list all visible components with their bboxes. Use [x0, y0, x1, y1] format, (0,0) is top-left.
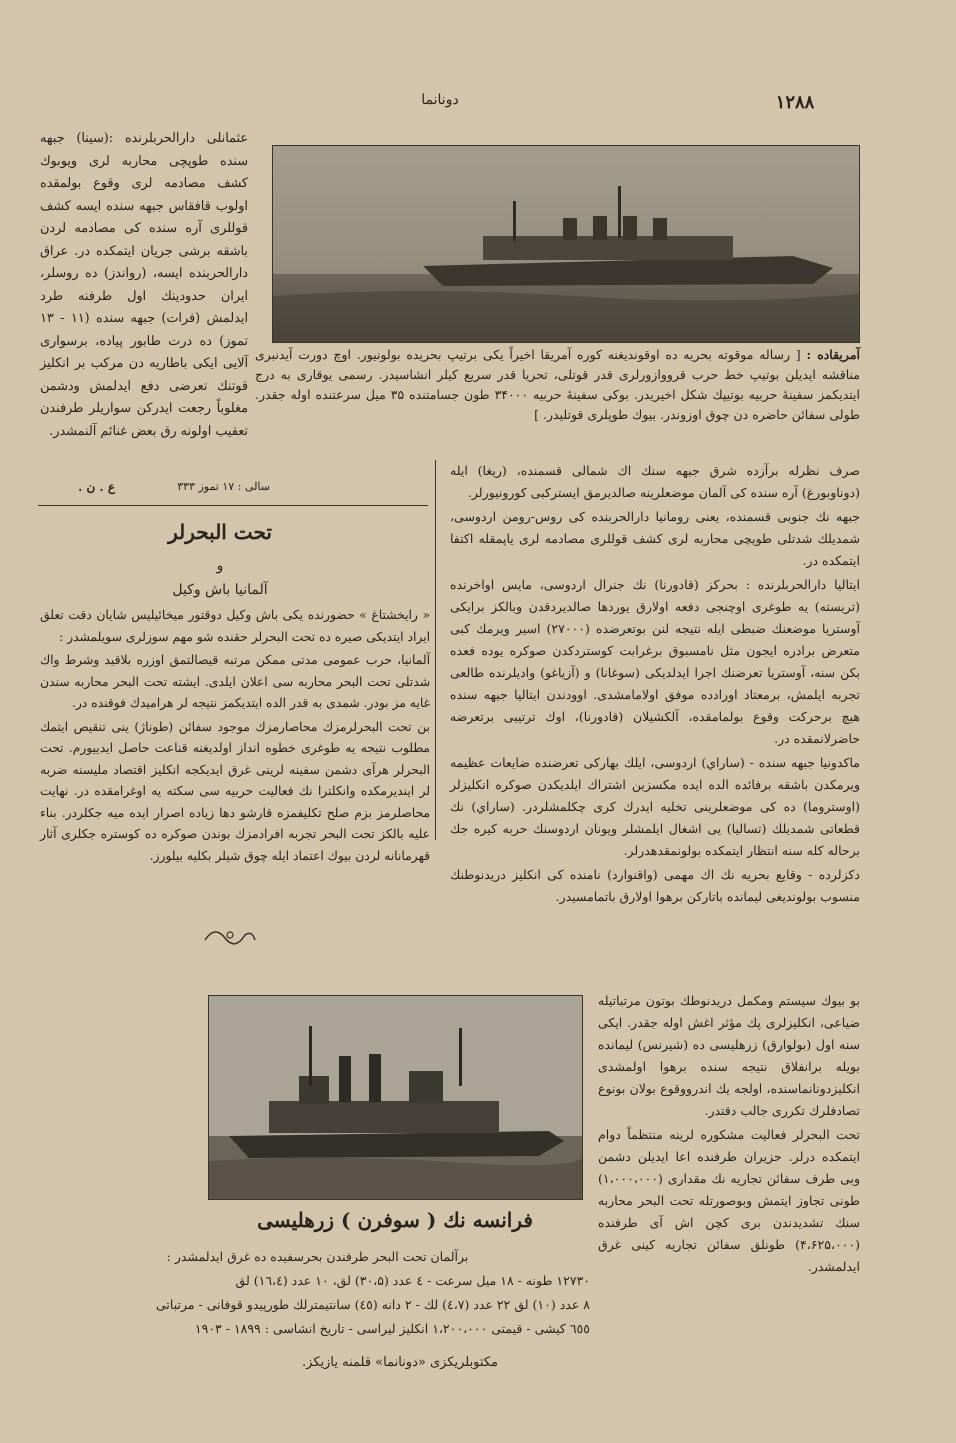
- running-title: دونانما: [421, 92, 459, 108]
- spec-line: ۱۲۷۳۰ طونه - ۱۸ میل سرعت - ٤ عدد (۳۰،۵) لق، ۱۰ عدد (۱٦،٤) لق: [235, 1273, 590, 1288]
- ottoman-fronts-column: [40, 128, 248, 445]
- paragraph: « رایخشتاغ » حضورنده یکی باش وکیل دوقتور میخائیلیس شایان دقت تعلق ایراد ایتدیکی صیره ده تحت البحرلر حقنده شو مهم سوزلری سویلمشدر :: [40, 608, 430, 644]
- paragraph: جبهه نك جنوبی قسمنده، یعنی رومانیا دارالحربنده کی روس-رومن اردوسی، شمدیلك شدتلی طوپچی محاربه لری کشف قوللری مصادمه لری یاپمقله اکتفا ایتمکده در.: [450, 509, 860, 568]
- paragraph: صرف نظرله برآزده شرق جبهه سنك اك شمالی قسمنده، (ریغا) ایله (دوناوبورغ) آره سنده کی آلمان موضعلرینه صالدیرمق ایسترکبی کورونیورلر.: [450, 463, 860, 500]
- page-number: ١٢٨٨: [775, 92, 815, 113]
- paragraph: بن تحت البحرلرمزك محاصارمزك موجود سفائن (طوناژ) ینی تنقیص ایتمك مطلوب نتیجه یه طوغری خطوه انداز اولدیغنه قناعت حاصل ایدییورم. تحت البحرلر هرآی دشمن سفینه لرینی غرق ایدیکجه انکلیز اقتصاد ملیسنه ضربه لر ایندیرمکده وانکلترا نك فعالیت حربیه سی سکته یه اوغرامقده در. نهایت محاصلرمز بزم صلح تکلیفمزه قارشو دها زیاده اصرار ایده میه جکلردر. بناء علیه بالکز تحت البحر تجربه افرادمزك بوندن صوکره ده کوستره جکلری آثار قهرمانانه لردن بیوك اعتماد ایله چوق شیلر بکلیه بیلورز.: [40, 719, 430, 863]
- bottom-warship-photo: [208, 995, 583, 1200]
- warship-illustration: [273, 146, 859, 342]
- spec-line: ۸ عدد (۱۰) لق ۲۲ عدد (٤،٧) لك - ۲ دانه (٤٥) سانتیمترلك طورپیدو قوفانی - مرتباتی: [155, 1297, 590, 1312]
- article-body: [40, 605, 430, 869]
- flourish-icon: [200, 920, 260, 950]
- paragraph: عثمانلی دارالحربلرنده :(سینا) جبهه سنده طوپچی محاربه لری ویوبوك کشف مصادمه لری وقوع بولمقده اولوب قافقاس جبهه سنده ایسه کشف قوللری آره سنده کی مصادمه لردن باشقه برشی جریان ایتمکده در. عراق دارالحربنده ایسه، (رواندز) ده روسلر، ایران حدودینك اول طرفنه طرد ایدلمش (فرات) جبهه سنده (۱۱ - ۱۳ تموز) ده درت طابور پیاده، برسواری آلایی ایکی باطاریه دن مرکب بر انکلیز قوتنك تعرضی دفع ایدلمش ودشمن مغلوباً رجعت ایدرکن سواریلر طرفندن تعقیب اولونه رق بعض غنائم آلنمشدر.: [40, 131, 248, 439]
- section-divider: [38, 505, 428, 506]
- article-subtitle: آلمانیا باش وکیل: [172, 582, 268, 598]
- page-footer: مکتوبلریکزی «دونانما» قلمنه یازیکز.: [302, 1355, 498, 1370]
- battleship-illustration: [209, 996, 582, 1199]
- paragraph: ایتالیا دارالحربلرنده : بحرکز (قادورنا) نك جنرال اردوسی، مایس اواخرنده (تریسته) یه طوغری اوچنجی دفعه اولارق یوردها صالدیردقدن وبالکز برایکی آوستریا موضعنك ضبطی ایله نتیجه لنن بوتعرضده (۲۷۰۰۰) اسیر ویرمك کبی متعرض برادره ایجون مثل نامسبوق برغرابت کوستردکدن صوکره یوده فعده بکن سنه، آوستریا تعرضنك اجرا ایدلدیکی (سوغانا) و (آزیاغو) وادیلرنده طالعی تجربه ایلمش، برمعتاد اورادده موفق اولامامشدی. اوودندن ایتالیا جبهه سنده هیچ برحرکت وقوع بولمامقده، آلکشیلان (قادورنا)، اوك ترتیبی برتعرضه حاضرلانمقده در.: [450, 577, 860, 746]
- spec-line: برآلمان تحت البحر طرفندن بحرسفیده ده غرق ایدلمشدر :: [166, 1249, 469, 1264]
- paragraph: ماکدونیا جبهه سنده - (ساراي) اردوسی، ایلك بهارکی تعرضنده ضایعات عظیمه ویرمکدن باشقه برفائده الده ایده مکسزین اشتراك ایلدیکدن صوکره انکلیزلر (اوستروما) ده کی موضعلرینی تخلیه ایدرك کری چکلمشلردر. (ساراي) نك قطعاتی شمدیلك (تسالیا) یی اشغال ایلمشلر ویونان اردوسنك حربه کیره جك برحاله کله سنه انتظار ایتمکده بولونمقدهدرلر.: [450, 755, 860, 858]
- bottom-photo-specs: [45, 1245, 590, 1341]
- bottom-photo-title: فرانسه نك ( سوفرن ) زرهلیسی: [257, 1208, 533, 1232]
- ornament-flourish: [200, 920, 260, 950]
- paragraph: دکزلرده - وقایع بحریه نك اك مهمی (واقنوارد) نامنده کی انکلیز دریدنوطنك منسوب بولوندیغی لیمانده باتارکن برهوا اولارق باتمامسیدر.: [450, 867, 860, 904]
- caption-text: [ رساله موقوته بحریه ده اوقوندیغنه کوره آمریقا اخیراً یکی برتیپ بحریده بولونیور. اوچ دورت آیدنبری مناقشه ایدیلن بوتیپ خط حرب قرووازورلری قدر قوتلی، تحریا قدر سریع کیلر انشاسیدر. رسمی یوقاری به درج ایتدیکمز سفینهٔ حربیه بوتیپك شکل اخیریدر. بوکی سفینهٔ حربیه ۳۴۰۰۰ طون جسامتنده ۳۵ میل سرعتنده اوله جقدر. طولی سفائن حاضره دن چوق اوزوندر. بیوك طوپلری قوتلیدر. ]: [255, 347, 861, 422]
- signature: ع . ن .: [78, 480, 115, 494]
- top-photo-caption: [255, 345, 860, 425]
- article-title: تحت البحرلر: [168, 520, 272, 544]
- spec-line: ٦٥٥ کیشی - قیمتی ۱،۲۰۰،۰۰۰ انکلیز لیراسی - تاریخ انشاسی : ۱۸۹۹ - ۱۹۰۳: [194, 1321, 590, 1336]
- dateline: سالی : ۱۷ تموز ۳۳۳: [177, 480, 270, 493]
- paragraph: آلمانیا، حرب عمومی مدتی ممکن مرتبه قیصالتمق اوزره بلاقید وشرط واك شدتلی تحت البحر محاربه سی اعلان ایلدی. ایشته تحت البحر محاربه سندن غایه مز بودر. شمدی به قدر الده ایتدیکمز نتیجه لر هرامیدك فوقنده در.: [40, 653, 430, 710]
- other-fronts-column: [450, 460, 860, 910]
- loss-report-column: [598, 990, 860, 1280]
- paragraph: تحت البحرلر فعالیت مشکوره لرینه منتظماً دوام ایتمکده درلر. حزیران طرفنده اعا ایدیلن دشمن وبی طرف سفائن تجاریه نك مقداری (۱،۰۰۰،۰۰۰) طونی تجاوز ایتمش وبوصورتله تحت البحر محاربه سنك تشدیدندن بری کچن اش آی طرفنده (۴،۶۲۵،۰۰۰) طونلق سفائن تجاریه کینی غرق ایدلمشدر.: [598, 1127, 860, 1274]
- top-warship-photo: [272, 145, 860, 343]
- paragraph: بو بیوك سیستم ومکمل دریدنوطك بوتون مرتباتیله ضیاعی، انکلیزلری پك مؤثر اغش اوله جقدر. ایکی سنه اول (بولوارق) زرهلیسی ده (شیرنس) لیمانده بویله برانفلاق نتیجه سنده برهوا اولمشدی انکلیزدونانماسنده، اولجه یك اندرووقوع بولان بونوع تصادفلرك تکرری جالب دقتدر.: [598, 993, 860, 1118]
- article-conjunction: و: [216, 558, 224, 574]
- column-divider: [435, 460, 436, 840]
- caption-label: آمریقاده :: [806, 347, 860, 362]
